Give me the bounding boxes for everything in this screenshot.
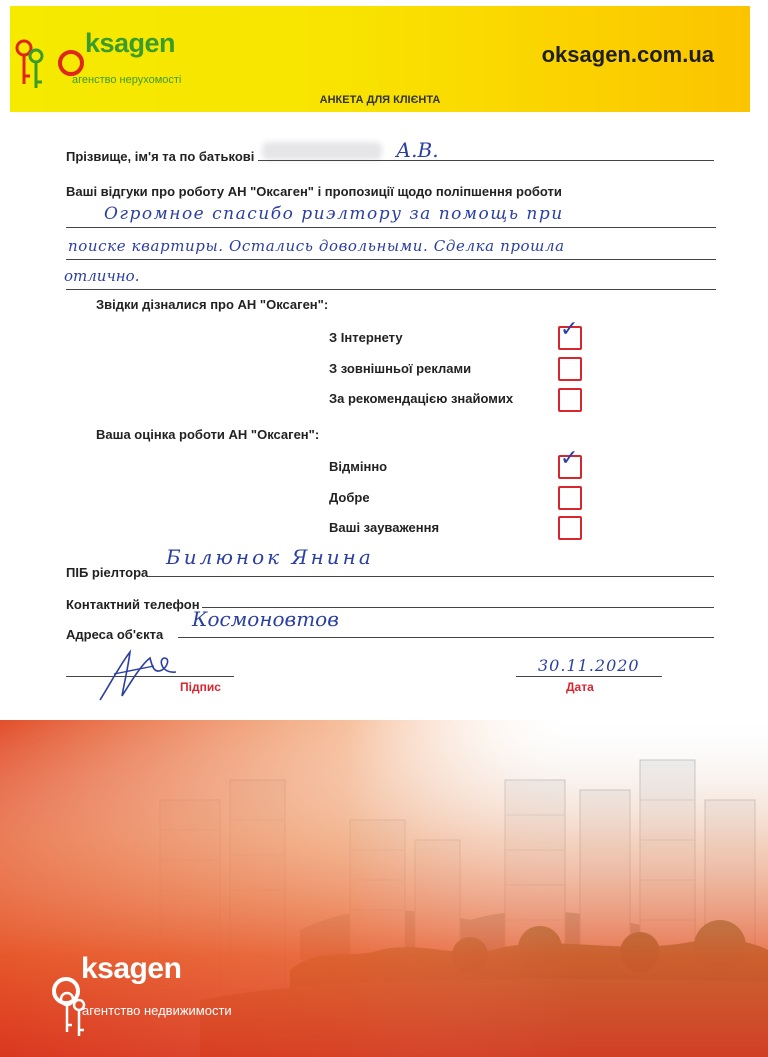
- source-option-internet-label: З Інтернету: [329, 330, 403, 345]
- name-label: Прізвище, ім'я та по батькові: [66, 149, 255, 164]
- form-title: АНКЕТА ДЛЯ КЛІЄНТА: [319, 94, 441, 106]
- signature-image: [92, 644, 192, 706]
- source-referral-checkbox[interactable]: [558, 388, 582, 412]
- rating-remarks-checkbox[interactable]: [558, 516, 582, 540]
- rating-label: Ваша оцінка роботи АН "Оксаген":: [96, 427, 320, 442]
- footer-logo-text: ksagen: [81, 952, 182, 985]
- feedback-label: Ваші відгуки про роботу АН "Оксаген" і пропозиції щодо поліпшення роботи: [66, 184, 562, 199]
- address-value: Космоновтов: [192, 607, 339, 631]
- signature-line: [66, 676, 234, 677]
- rating-good-checkbox[interactable]: [558, 486, 582, 510]
- logo-o-icon: [58, 50, 84, 76]
- date-label: Дата: [566, 680, 594, 694]
- name-value: А.В.: [396, 138, 439, 162]
- date-line: [516, 676, 662, 677]
- header-logo-text: ksagen: [85, 28, 176, 58]
- address-line: [178, 637, 714, 638]
- realtor-line: [148, 576, 714, 577]
- source-advert-checkbox[interactable]: [558, 357, 582, 381]
- feedback-line-rule-2: [66, 259, 716, 260]
- feedback-line-rule-1: [66, 227, 716, 228]
- source-option-advert-label: З зовнішньої реклами: [329, 361, 472, 376]
- feedback-line-2: поиске квартиры. Остались довольными. Сделка прошла: [68, 237, 565, 255]
- website-url: oksagen.com.ua: [541, 42, 714, 67]
- signature-label: Підпис: [180, 680, 221, 694]
- redaction-smudge: [262, 142, 382, 160]
- address-label: Адреса об'єкта: [66, 627, 164, 642]
- footer-logo-subtitle: агентство недвижимости: [82, 1003, 232, 1018]
- header-banner: [10, 6, 750, 112]
- header-logo-subtitle: агенство нерухомості: [72, 74, 182, 86]
- phone-label: Контактний телефон: [66, 597, 200, 612]
- header-logo: [58, 28, 181, 86]
- keys-icon: [10, 36, 50, 96]
- checkmark-icon: ✓: [560, 446, 579, 471]
- feedback-line-3: отлично.: [64, 267, 140, 285]
- rating-option-good-label: Добре: [329, 490, 370, 505]
- source-option-referral-label: За рекомендацією знайомих: [329, 391, 514, 406]
- rating-option-remarks-label: Ваші зауваження: [329, 520, 440, 535]
- checkmark-icon: ✓: [560, 317, 579, 342]
- keys-icon: [56, 990, 90, 1040]
- date-value: 30.11.2020: [538, 656, 640, 675]
- name-line: [258, 160, 714, 161]
- realtor-label: ПІБ ріелтора: [66, 565, 149, 580]
- feedback-line-rule-3: [66, 289, 716, 290]
- source-label: Звідки дізналися про АН "Оксаген":: [96, 297, 329, 312]
- realtor-value: Билюнок Янина: [166, 545, 374, 569]
- feedback-line-1: Огромное спасибо риэлтору за помощь при: [104, 204, 564, 224]
- rating-option-excellent-label: Відмінно: [329, 459, 388, 474]
